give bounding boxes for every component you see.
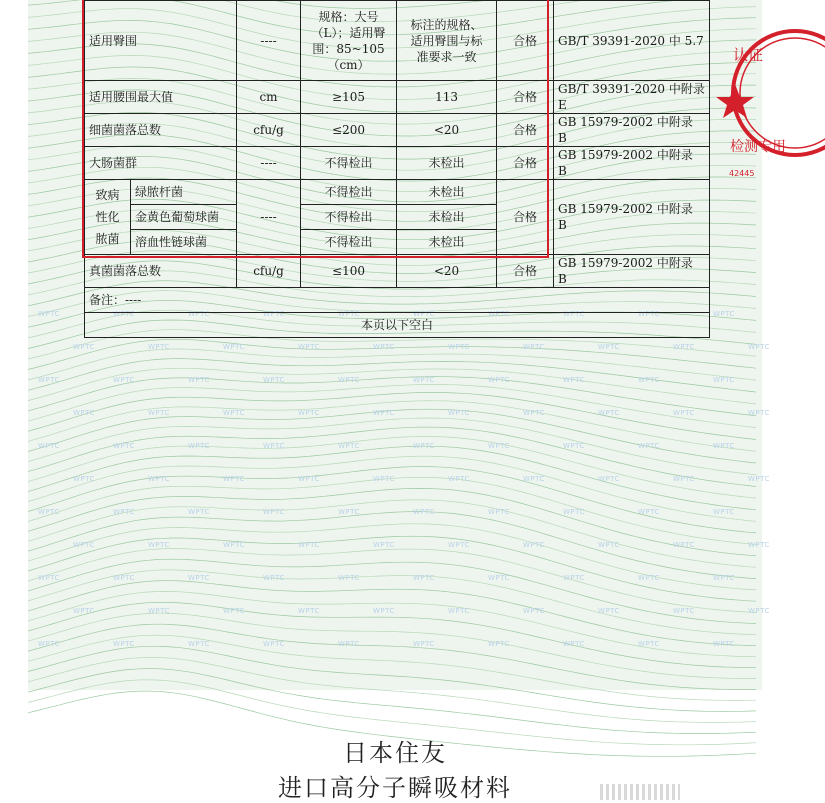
watermark-text: WPTC [113, 310, 135, 318]
watermark-text: WPTC [148, 541, 170, 549]
watermark-text: WPTC [413, 310, 435, 318]
watermark-text: WPTC [188, 310, 210, 318]
watermark-text: WPTC [713, 640, 735, 648]
watermark-text: WPTC [563, 310, 585, 318]
watermark-text: WPTC [148, 343, 170, 351]
watermark-text: WPTC [748, 343, 770, 351]
requirement-cell: 规格：大号 （L）；适用臀 围：85~105 （cm） [301, 1, 397, 81]
item-cell: 金黄色葡萄球菌 [131, 205, 237, 230]
item-cell: 溶血性链球菌 [131, 230, 237, 255]
verdict-cell: 合格 [497, 1, 554, 81]
watermark-text: WPTC [413, 442, 435, 450]
watermark-text: WPTC [448, 475, 470, 483]
watermark-text: WPTC [638, 310, 660, 318]
requirement-cell: ≥105 [301, 81, 397, 114]
result-cell: <20 [397, 114, 497, 147]
pathogen-group-cell: 致病 性化 脓菌 [85, 180, 131, 255]
watermark-text: WPTC [148, 607, 170, 615]
watermark-text: WPTC [188, 508, 210, 516]
watermark-text: WPTC [298, 343, 320, 351]
watermark-text: WPTC [38, 310, 60, 318]
watermark-text: WPTC [598, 409, 620, 417]
watermark-text: WPTC [263, 442, 285, 450]
method-cell: GB 15979-2002 中附录 B [554, 255, 710, 288]
table-row [85, 114, 710, 147]
watermark-text: WPTC [488, 640, 510, 648]
method-cell: GB 15979-2002 中附录 B [554, 180, 710, 255]
item-cell: 细菌菌落总数 [85, 114, 237, 147]
result-cell: 未检出 [397, 205, 497, 230]
watermark-text: WPTC [523, 607, 545, 615]
watermark-text: WPTC [413, 640, 435, 648]
watermark-text: WPTC [188, 376, 210, 384]
watermark-text: WPTC [373, 475, 395, 483]
unit-cell: cm [237, 81, 301, 114]
item-cell: 大肠菌群 [85, 147, 237, 180]
watermark-text: WPTC [413, 508, 435, 516]
watermark-text: WPTC [113, 442, 135, 450]
watermark-text: WPTC [113, 376, 135, 384]
item-cell: 绿脓杆菌 [131, 180, 237, 205]
watermark-text: WPTC [263, 310, 285, 318]
watermark-text: WPTC [563, 376, 585, 384]
table-row [85, 255, 710, 288]
watermark-text: WPTC [748, 475, 770, 483]
watermark-text: WPTC [373, 607, 395, 615]
watermark-text: WPTC [73, 607, 95, 615]
watermark-text: WPTC [598, 475, 620, 483]
watermark-text: WPTC [598, 607, 620, 615]
method-cell: GB/T 39391-2020 中附录 E [554, 81, 710, 114]
watermark-text: WPTC [563, 508, 585, 516]
watermark-text: WPTC [673, 607, 695, 615]
watermark-text: WPTC [488, 508, 510, 516]
watermark-text: WPTC [113, 574, 135, 582]
verdict-cell: 合格 [497, 255, 554, 288]
seal-text-mid: 检测专用 [730, 139, 786, 155]
watermark-text: WPTC [338, 310, 360, 318]
watermark-text: WPTC [223, 409, 245, 417]
watermark-text: WPTC [373, 409, 395, 417]
partial-image-edge [600, 784, 680, 800]
watermark-text: WPTC [338, 508, 360, 516]
watermark-text: WPTC [148, 475, 170, 483]
watermark-text: WPTC [488, 574, 510, 582]
watermark-text: WPTC [523, 343, 545, 351]
watermark-text: WPTC [673, 541, 695, 549]
watermark-text: WPTC [523, 541, 545, 549]
watermark-text: WPTC [73, 343, 95, 351]
watermark-text: WPTC [563, 442, 585, 450]
watermark-text: WPTC [598, 343, 620, 351]
watermark-text: WPTC [223, 475, 245, 483]
method-cell: GB 15979-2002 中附录 B [554, 147, 710, 180]
result-cell: 未检出 [397, 230, 497, 255]
watermark-text: WPTC [338, 574, 360, 582]
watermark-text: WPTC [148, 409, 170, 417]
watermark-text: WPTC [448, 607, 470, 615]
verdict-cell: 合格 [497, 81, 554, 114]
watermark-text: WPTC [188, 640, 210, 648]
requirement-cell: 不得检出 [301, 205, 397, 230]
item-cell: 适用臀围 [85, 1, 237, 81]
watermark-text: WPTC [38, 376, 60, 384]
item-cell: 适用腰围最大值 [85, 81, 237, 114]
watermark-text: WPTC [673, 475, 695, 483]
watermark-text: WPTC [263, 574, 285, 582]
watermark-text: WPTC [373, 343, 395, 351]
blank-note-cell: 本页以下空白 [85, 313, 710, 338]
watermark-text: WPTC [638, 508, 660, 516]
watermark-text: WPTC [713, 376, 735, 384]
result-cell: <20 [397, 255, 497, 288]
unit-cell: ---- [237, 147, 301, 180]
remarks-cell: 备注：---- [85, 288, 710, 313]
unit-cell: cfu/g [237, 114, 301, 147]
watermark-text: WPTC [563, 574, 585, 582]
item-cell: 真菌菌落总数 [85, 255, 237, 288]
watermark-text: WPTC [38, 574, 60, 582]
watermark-text: WPTC [338, 376, 360, 384]
watermark-text: WPTC [673, 409, 695, 417]
seal-text-top: 认证 [733, 46, 764, 64]
watermark-text: WPTC [638, 442, 660, 450]
watermark-text: WPTC [413, 376, 435, 384]
watermark-text: WPTC [713, 574, 735, 582]
watermark-text: WPTC [713, 508, 735, 516]
table-row [85, 180, 710, 205]
watermark-text: WPTC [713, 310, 735, 318]
watermark-text: WPTC [488, 310, 510, 318]
table-row [85, 313, 710, 338]
watermark-text: WPTC [298, 607, 320, 615]
watermark-text: WPTC [188, 574, 210, 582]
watermark-text: WPTC [338, 442, 360, 450]
method-cell: GB 15979-2002 中附录 B [554, 114, 710, 147]
watermark-text: WPTC [38, 508, 60, 516]
watermark-text: WPTC [223, 343, 245, 351]
watermark-text: WPTC [638, 640, 660, 648]
table-row [85, 1, 710, 81]
verdict-cell: 合格 [497, 147, 554, 180]
watermark-text: WPTC [298, 541, 320, 549]
watermark-text: WPTC [748, 409, 770, 417]
watermark-text: WPTC [113, 508, 135, 516]
watermark-text: WPTC [488, 376, 510, 384]
watermark-text: WPTC [373, 541, 395, 549]
table-row [85, 288, 710, 313]
watermark-text: WPTC [448, 343, 470, 351]
method-cell: GB/T 39391-2020 中 5.7 [554, 1, 710, 81]
watermark-text: WPTC [73, 475, 95, 483]
watermark-text: WPTC [638, 376, 660, 384]
watermark-text: WPTC [113, 640, 135, 648]
watermark-text: WPTC [713, 442, 735, 450]
verdict-cell: 合格 [497, 180, 554, 255]
watermark-text: WPTC [748, 607, 770, 615]
result-cell: 标注的规格、 适用臀围与标 准要求一致 [397, 1, 497, 81]
watermark-text: WPTC [38, 442, 60, 450]
watermark-text: WPTC [598, 541, 620, 549]
watermark-text: WPTC [73, 409, 95, 417]
watermark-text: WPTC [523, 475, 545, 483]
watermark-text: WPTC [413, 574, 435, 582]
unit-cell: ---- [237, 1, 301, 81]
watermark-text: WPTC [73, 541, 95, 549]
watermark-text: WPTC [488, 442, 510, 450]
result-cell: 113 [397, 81, 497, 114]
watermark-text: WPTC [563, 640, 585, 648]
result-cell: 未检出 [397, 180, 497, 205]
watermark-text: WPTC [298, 475, 320, 483]
watermark-text: WPTC [523, 409, 545, 417]
watermark-text: WPTC [223, 607, 245, 615]
red-certification-seal [715, 18, 825, 178]
promo-line-1: 日本住友 [343, 739, 447, 767]
watermark-text: WPTC [263, 376, 285, 384]
requirement-cell: 不得检出 [301, 230, 397, 255]
verdict-cell: 合格 [497, 114, 554, 147]
requirement-cell: ≤200 [301, 114, 397, 147]
watermark-text: WPTC [748, 541, 770, 549]
watermark-text: WPTC [638, 574, 660, 582]
watermark-text: WPTC [448, 541, 470, 549]
watermark-text: WPTC [338, 640, 360, 648]
table-row [85, 81, 710, 114]
watermark-text: WPTC [263, 640, 285, 648]
watermark-text: WPTC [448, 409, 470, 417]
test-results-table-body [84, 0, 710, 338]
table-row [85, 147, 710, 180]
watermark-text: WPTC [263, 508, 285, 516]
watermark-text: WPTC [38, 640, 60, 648]
result-cell: 未检出 [397, 147, 497, 180]
watermark-text: WPTC [298, 409, 320, 417]
requirement-cell: ≤100 [301, 255, 397, 288]
seal-code: 42445 [729, 169, 755, 178]
watermark-text: WPTC [188, 442, 210, 450]
unit-cell: ---- [237, 180, 301, 255]
watermark-text: WPTC [673, 343, 695, 351]
requirement-cell: 不得检出 [301, 180, 397, 205]
unit-cell: cfu/g [237, 255, 301, 288]
requirement-cell: 不得检出 [301, 147, 397, 180]
promo-line-2: 进口高分子瞬吸材料 [278, 774, 512, 802]
watermark-text: WPTC [223, 541, 245, 549]
